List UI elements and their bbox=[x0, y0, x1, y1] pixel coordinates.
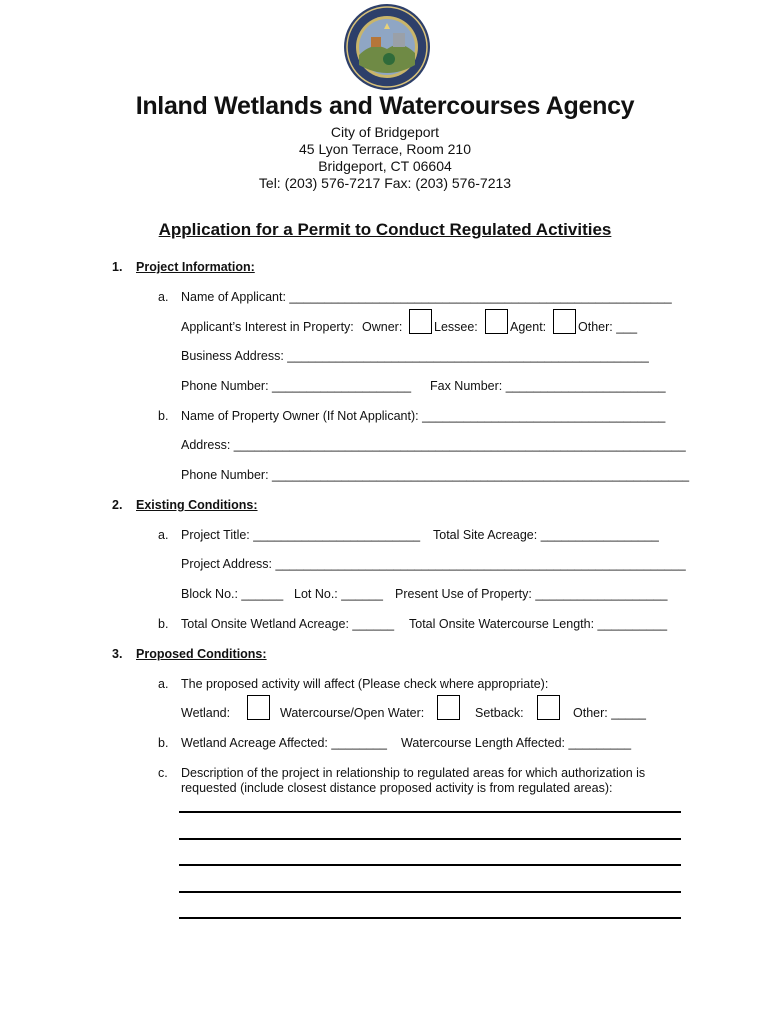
lot-no-field[interactable]: Lot No.: ______ bbox=[294, 587, 383, 601]
wetland-label: Wetland: bbox=[181, 706, 231, 720]
s3-c-marker: c. bbox=[158, 766, 168, 780]
section-1-title: Project Information: bbox=[136, 260, 255, 274]
section-2-number: 2. bbox=[112, 498, 123, 512]
interest-label: Applicant’s Interest in Property: bbox=[181, 320, 354, 334]
setback-label: Setback: bbox=[475, 706, 524, 720]
owner-address-field[interactable]: Address: _________________________________________________________________ bbox=[181, 438, 686, 452]
other-affect-field[interactable]: Other: _____ bbox=[573, 706, 646, 720]
watercourse-label: Watercourse/Open Water: bbox=[280, 706, 425, 720]
setback-checkbox[interactable] bbox=[537, 695, 560, 720]
section-2-title: Existing Conditions: bbox=[136, 498, 258, 512]
owner-phone-field[interactable]: Phone Number: ____________________________________________________________ bbox=[181, 468, 690, 482]
watercourse-affected-field[interactable]: Watercourse Length Affected: _________ bbox=[401, 736, 632, 750]
description-line-1: Description of the project in relationship to regulated areas for which authorization is bbox=[181, 766, 646, 780]
watercourse-length-field[interactable]: Total Onsite Watercourse Length: __________ bbox=[409, 617, 668, 631]
project-title-field[interactable]: Project Title: ________________________ bbox=[181, 528, 421, 542]
property-owner-field[interactable]: Name of Property Owner (If Not Applicant): ___________________________________ bbox=[181, 409, 666, 423]
owner-checkbox[interactable] bbox=[409, 309, 432, 334]
s2-a-marker: a. bbox=[158, 528, 169, 542]
name-of-applicant-field[interactable]: Name of Applicant: _______________________________________________________ bbox=[181, 290, 672, 304]
address-line-2: 45 Lyon Terrace, Room 210 bbox=[299, 141, 471, 157]
form-title: Application for a Permit to Conduct Regulated Activities bbox=[158, 220, 612, 239]
s1-b-marker: b. bbox=[158, 409, 169, 423]
contact-line: Tel: (203) 576-7217 Fax: (203) 576-7213 bbox=[258, 175, 512, 191]
fax-number-field[interactable]: Fax Number: _______________________ bbox=[430, 379, 666, 393]
phone-number-field[interactable]: Phone Number: ____________________ bbox=[181, 379, 412, 393]
description-line-2: requested (include closest distance proposed activity is from regulated areas): bbox=[181, 781, 613, 795]
other-interest-field[interactable]: Other: ___ bbox=[578, 320, 638, 334]
address-line-1: City of Bridgeport bbox=[330, 124, 440, 140]
description-rule-2[interactable] bbox=[179, 838, 681, 840]
address-line-3: Bridgeport, CT 06604 bbox=[318, 158, 452, 174]
agent-label: Agent: bbox=[510, 320, 547, 334]
present-use-field[interactable]: Present Use of Property: ___________________ bbox=[395, 587, 668, 601]
description-rule-4[interactable] bbox=[179, 891, 681, 893]
block-no-field[interactable]: Block No.: ______ bbox=[181, 587, 284, 601]
wetland-acreage-field[interactable]: Total Onsite Wetland Acreage: ______ bbox=[181, 617, 395, 631]
s1-a-marker: a. bbox=[158, 290, 169, 304]
agent-checkbox[interactable] bbox=[553, 309, 576, 334]
owner-label: Owner: bbox=[362, 320, 403, 334]
business-address-field[interactable]: Business Address: ____________________________________________________ bbox=[181, 349, 649, 363]
description-rule-3[interactable] bbox=[179, 864, 681, 866]
s3-a-marker: a. bbox=[158, 677, 169, 691]
lessee-checkbox[interactable] bbox=[485, 309, 508, 334]
wetland-affected-field[interactable]: Wetland Acreage Affected: ________ bbox=[181, 736, 387, 750]
section-1-number: 1. bbox=[112, 260, 123, 274]
city-seal-icon bbox=[343, 3, 431, 91]
agency-title: Inland Wetlands and Watercourses Agency bbox=[135, 92, 635, 120]
watercourse-checkbox[interactable] bbox=[437, 695, 460, 720]
section-3-title: Proposed Conditions: bbox=[136, 647, 267, 661]
s3-b-marker: b. bbox=[158, 736, 169, 750]
total-site-acreage-field[interactable]: Total Site Acreage: _________________ bbox=[433, 528, 659, 542]
description-rule-1[interactable] bbox=[179, 811, 681, 813]
wetland-checkbox[interactable] bbox=[247, 695, 270, 720]
s2-b-marker: b. bbox=[158, 617, 169, 631]
affect-prompt: The proposed activity will affect (Please check where appropriate): bbox=[181, 677, 549, 691]
section-3-number: 3. bbox=[112, 647, 123, 661]
project-address-field[interactable]: Project Address: ___________________________________________________________ bbox=[181, 557, 686, 571]
description-rule-5[interactable] bbox=[179, 917, 681, 919]
lessee-label: Lessee: bbox=[434, 320, 478, 334]
